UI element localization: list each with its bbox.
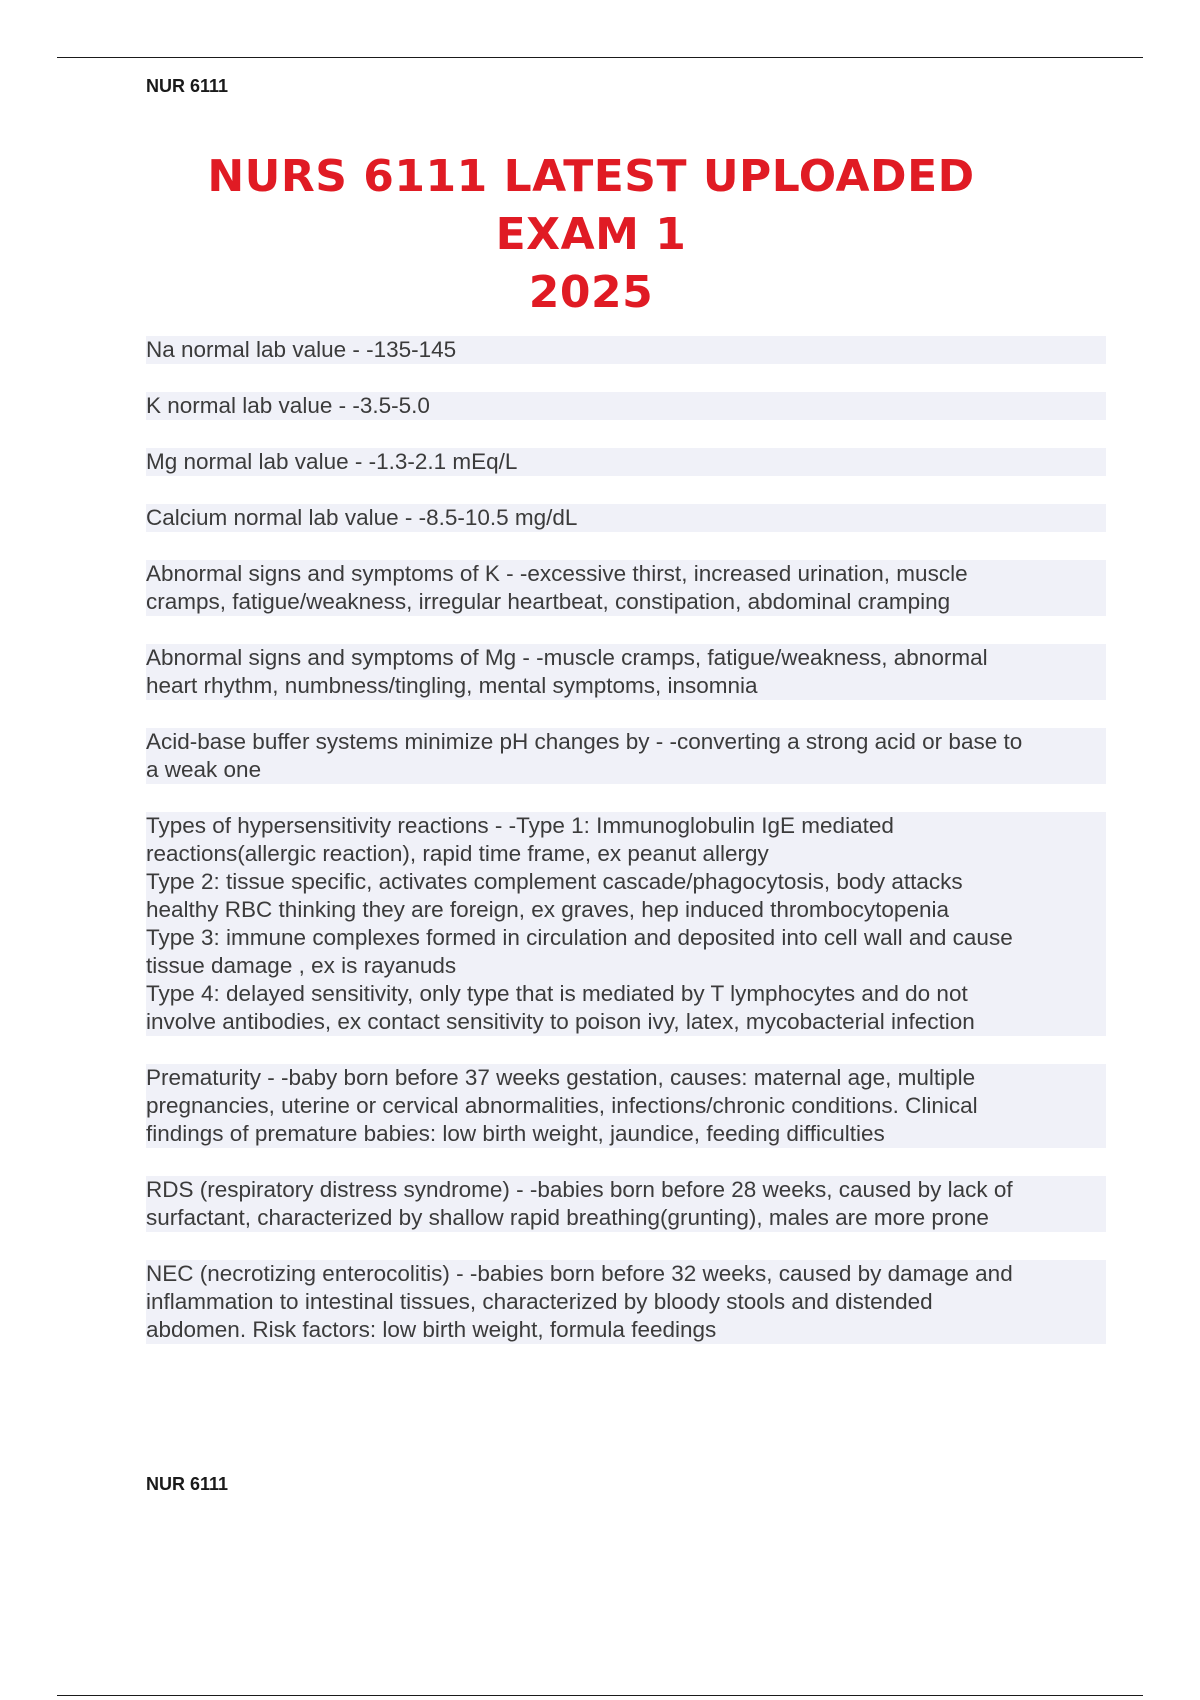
entry-line: Calcium normal lab value - -8.5-10.5 mg/dL bbox=[146, 504, 1106, 532]
entry-line: Mg normal lab value - -1.3-2.1 mEq/L bbox=[146, 448, 1106, 476]
entry-line: reactions(allergic reaction), rapid time frame, ex peanut allergy bbox=[146, 840, 1106, 868]
entry-line: a weak one bbox=[146, 756, 1106, 784]
title-line-1: NURS 6111 LATEST UPLOADED EXAM 1 bbox=[207, 151, 975, 260]
entry-line: K normal lab value - -3.5-5.0 bbox=[146, 392, 1106, 420]
flashcard-entry bbox=[146, 728, 1106, 784]
entry-line: tissue damage , ex is rayanuds bbox=[146, 952, 1106, 980]
document-title bbox=[140, 148, 1042, 322]
flashcard-entry bbox=[146, 1260, 1106, 1344]
entry-line: Types of hypersensitivity reactions - -Type 1: Immunoglobulin IgE mediated bbox=[146, 812, 1106, 840]
flashcard-entry bbox=[146, 812, 1106, 1036]
entry-line: Type 2: tissue specific, activates complement cascade/phagocytosis, body attacks bbox=[146, 868, 1106, 896]
entry-line: abdomen. Risk factors: low birth weight, formula feedings bbox=[146, 1316, 1106, 1344]
entry-line: Prematurity - -baby born before 37 weeks gestation, causes: maternal age, multiple bbox=[146, 1064, 1106, 1092]
flashcard-entry bbox=[146, 1064, 1106, 1148]
flashcard-entry bbox=[146, 560, 1106, 616]
footer-course-label: NUR 6111 bbox=[146, 1474, 229, 1494]
entry-line: inflammation to intestinal tissues, characterized by bloody stools and distended bbox=[146, 1288, 1106, 1316]
entry-line: NEC (necrotizing enterocolitis) - -babies born before 32 weeks, caused by damage and bbox=[146, 1260, 1106, 1288]
flashcard-entry bbox=[146, 504, 1106, 532]
flashcard-entry bbox=[146, 392, 1106, 420]
entry-line: heart rhythm, numbness/tingling, mental symptoms, insomnia bbox=[146, 672, 1106, 700]
entry-line: involve antibodies, ex contact sensitivity to poison ivy, latex, mycobacterial infection bbox=[146, 1008, 1106, 1036]
entry-line: cramps, fatigue/weakness, irregular heartbeat, constipation, abdominal cramping bbox=[146, 588, 1106, 616]
entry-line: Type 4: delayed sensitivity, only type that is mediated by T lymphocytes and do not bbox=[146, 980, 1106, 1008]
entry-line: surfactant, characterized by shallow rapid breathing(grunting), males are more prone bbox=[146, 1204, 1106, 1232]
entry-line: Type 3: immune complexes formed in circulation and deposited into cell wall and cause bbox=[146, 924, 1106, 952]
entry-line: RDS (respiratory distress syndrome) - -babies born before 28 weeks, caused by lack of bbox=[146, 1176, 1106, 1204]
entry-line: findings of premature babies: low birth weight, jaundice, feeding difficulties bbox=[146, 1120, 1106, 1148]
flashcard-entry bbox=[146, 448, 1106, 476]
flashcard-entry bbox=[146, 1176, 1106, 1232]
flashcard-list bbox=[146, 336, 1106, 1372]
flashcard-entry bbox=[146, 336, 1106, 364]
title-line-2: 2025 bbox=[528, 267, 654, 318]
bottom-rule bbox=[57, 1695, 1143, 1696]
entry-line: Acid-base buffer systems minimize pH changes by - -converting a strong acid or base to bbox=[146, 728, 1106, 756]
flashcard-entry bbox=[146, 644, 1106, 700]
entry-line: Na normal lab value - -135-145 bbox=[146, 336, 1106, 364]
entry-line: healthy RBC thinking they are foreign, ex graves, hep induced thrombocytopenia bbox=[146, 896, 1106, 924]
entry-line: Abnormal signs and symptoms of K - -excessive thirst, increased urination, muscle bbox=[146, 560, 1106, 588]
entry-line: pregnancies, uterine or cervical abnormalities, infections/chronic conditions. Clinical bbox=[146, 1092, 1106, 1120]
entry-line: Abnormal signs and symptoms of Mg - -muscle cramps, fatigue/weakness, abnormal bbox=[146, 644, 1106, 672]
header-course-label: NUR 6111 bbox=[146, 76, 229, 96]
top-rule bbox=[57, 57, 1143, 58]
